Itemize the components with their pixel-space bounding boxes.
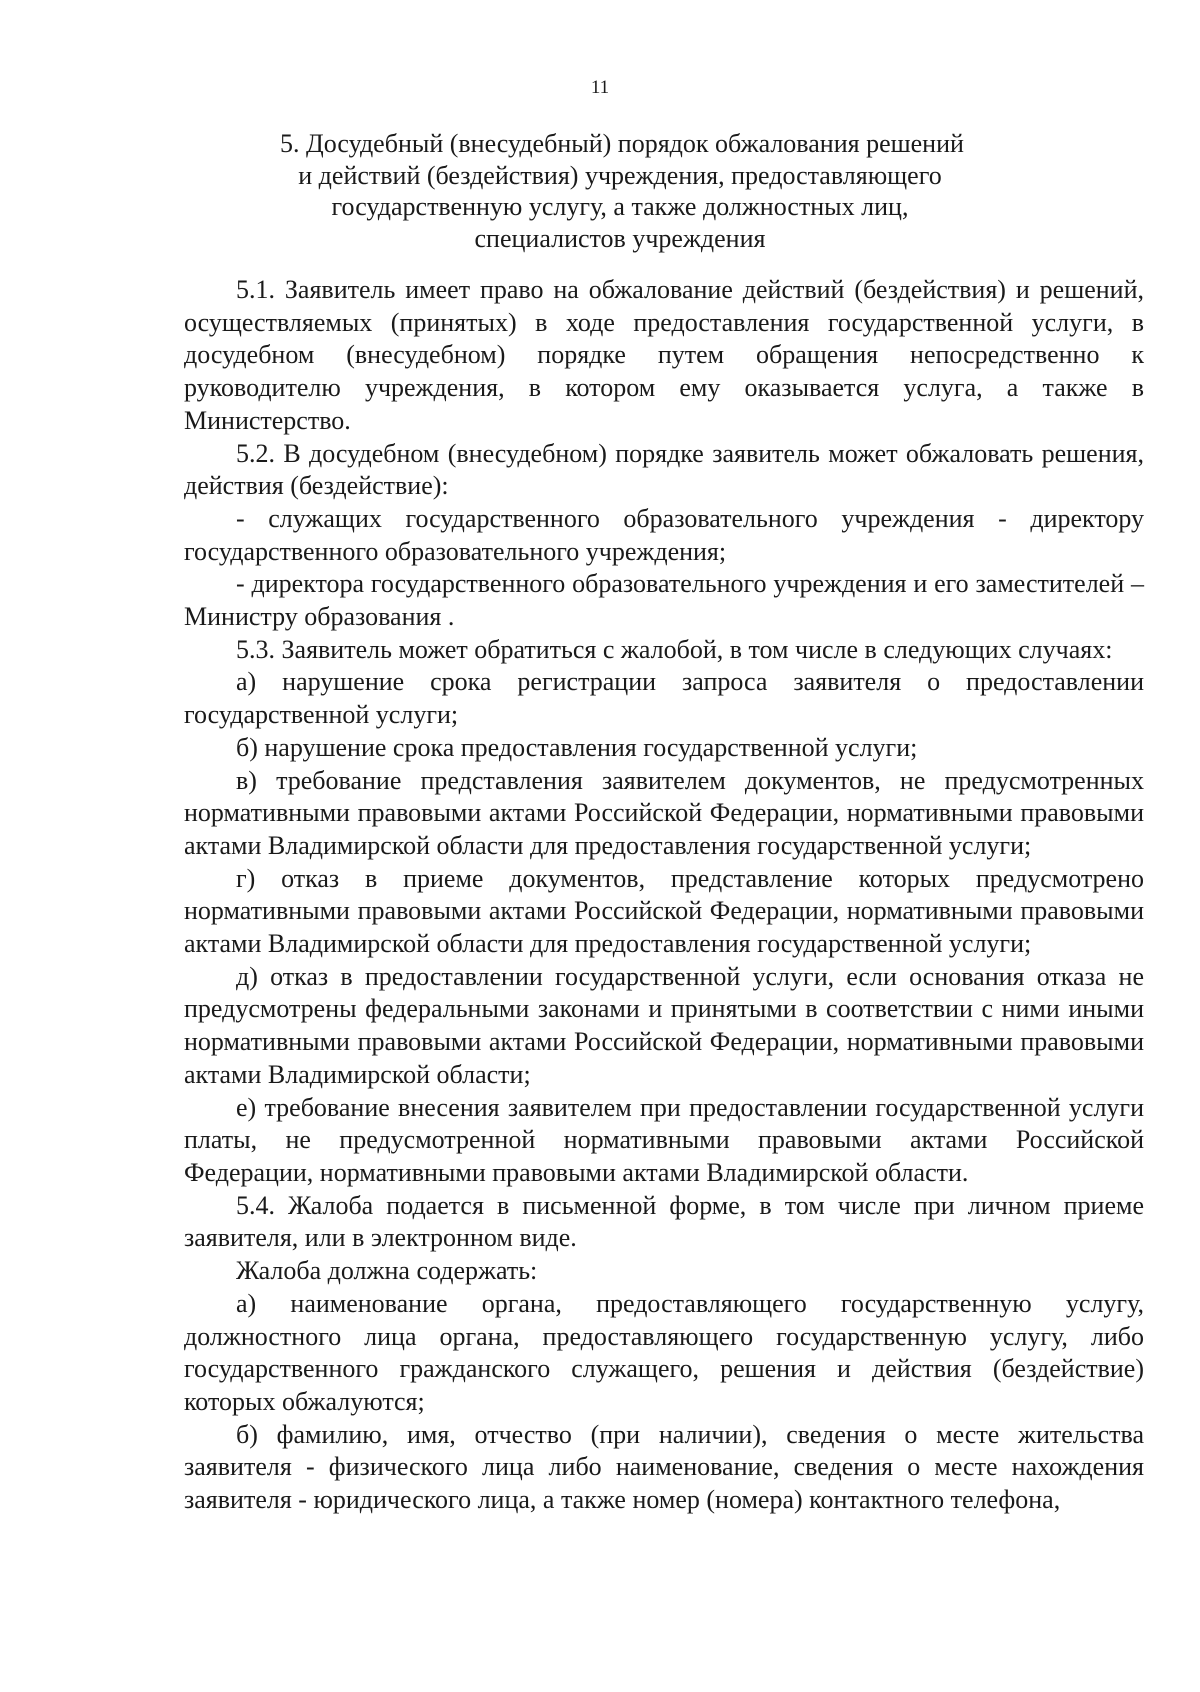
section-heading-line: специалистов учреждения (474, 223, 766, 253)
paragraph-5-1: 5.1. Заявитель имеет право на обжалование действий (бездействия) и решений, осуществляемых (принятых) в ходе предоставления государственной услуги, в досудебном (внесудебном) порядке путем обращения непосредственно к руководителю учреждения, в котором ему оказывается услуга, а также в Министерство. (184, 275, 1144, 435)
list-item-employees: - служащих государственного образовательного учреждения - директору государственного образовательного учреждения; (184, 503, 1144, 566)
paragraph-5-2: 5.2. В досудебном (внесудебном) порядке заявитель может обжаловать решения, действия (бездействие): (184, 438, 1144, 501)
list-item-director: - директора государственного образовательного учреждения и его заместителей – Министру образования . (184, 569, 1144, 632)
paragraph-5-4: 5.4. Жалоба подается в письменной форме, в том числе при личном приеме заявителя, или в электронном виде. (184, 1190, 1144, 1253)
list-item-v: в) требование представления заявителем документов, не предусмотренных нормативными правовыми актами Российской Федерации, нормативными правовыми актами Владимирской области для предоставления государственной услуги; (184, 765, 1144, 860)
section-heading (280, 128, 964, 254)
paragraph-complaint-contents: Жалоба должна содержать: (236, 1256, 538, 1286)
contents-item-b: б) фамилию, имя, отчество (при наличии), сведения о месте жительства заявителя - физического лица либо наименование, сведения о месте нахождения заявителя - юридического лица, а также номер (номера) контактного телефона, (184, 1419, 1144, 1515)
list-item-g: г) отказ в приеме документов, представление которых предусмотрено нормативными правовыми актами Российской Федерации, нормативными правовыми актами Владимирской области для предоставления государственной услуги; (184, 863, 1144, 959)
list-item-a: а) нарушение срока регистрации запроса заявителя о предоставлении государственной услуги; (184, 667, 1144, 730)
list-item-e: е) требование внесения заявителем при предоставлении государственной услуги платы, не предусмотренной нормативными правовыми актами Российской Федерации, нормативными правовыми актами Владимирской области. (184, 1092, 1144, 1187)
document-body (184, 274, 1144, 1517)
contents-item-a: а) наименование органа, предоставляющего государственную услугу, должностного лица органа, предоставляющего государственную услугу, либо государственного гражданского служащего, решения и действия (бездействие) которых обжалуются; (184, 1288, 1144, 1416)
section-heading-line: и действий (бездействия) учреждения, предоставляющего (298, 160, 942, 190)
section-heading-line: государственную услугу, а также должностных лиц, (331, 192, 909, 221)
list-item-d: д) отказ в предоставлении государственной услуги, если основания отказа не предусмотрены федеральными законами и принятыми в соответствии с ними иными нормативными правовыми актами Российской Федерации, нормативными правовыми актами Владимирской области; (184, 961, 1144, 1089)
section-heading-line: 5. Досудебный (внесудебный) порядок обжалования решений (280, 129, 964, 158)
page-number: 11 (590, 77, 610, 98)
list-item-b: б) нарушение срока предоставления государственной услуги; (236, 732, 918, 762)
paragraph-5-3: 5.3. Заявитель может обратиться с жалобой, в том числе в следующих случаях: (236, 634, 1113, 664)
